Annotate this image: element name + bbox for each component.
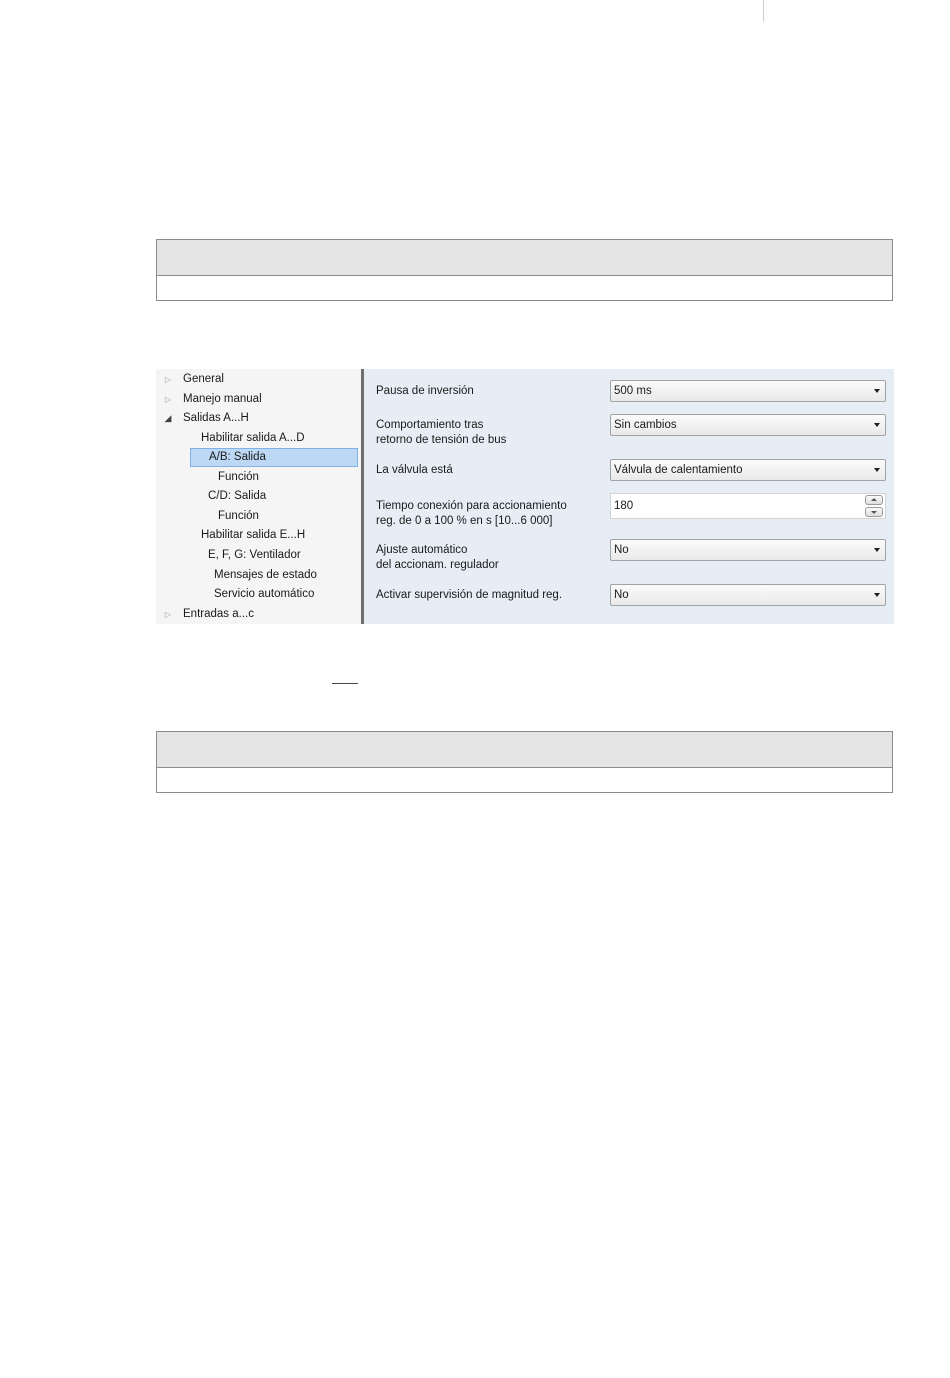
tree-item-label: Salidas A...H xyxy=(183,412,249,424)
parameter-tree xyxy=(156,369,361,624)
chevron-up-icon xyxy=(871,498,877,501)
tree-item-outputs[interactable] xyxy=(164,409,249,428)
auto-adjust-dropdown[interactable] xyxy=(610,539,886,561)
dropdown-value: Válvula de calentamiento xyxy=(614,464,743,476)
tree-item-label: Habilitar salida E...H xyxy=(201,529,306,541)
valve-type-label: La válvula está xyxy=(376,464,453,476)
on-time-input[interactable] xyxy=(611,494,854,518)
label-line: del accionam. regulador xyxy=(376,559,499,571)
page-edge-line xyxy=(763,0,764,22)
tree-item-ab-function[interactable] xyxy=(218,468,259,487)
bus-return-label xyxy=(376,418,506,448)
reversal-pause-dropdown[interactable] xyxy=(610,380,886,402)
parameter-panel xyxy=(364,369,894,624)
supervision-dropdown[interactable] xyxy=(610,584,886,606)
dropdown-arrow-icon xyxy=(874,548,880,552)
document-table-bottom xyxy=(156,731,893,793)
tree-item-fan[interactable] xyxy=(208,546,301,565)
chevron-down-icon xyxy=(871,511,877,514)
tree-item-label: Habilitar salida A...D xyxy=(201,432,305,444)
tree-item-status-messages[interactable] xyxy=(214,566,317,585)
label-line: reg. de 0 a 100 % en s [10...6 000] xyxy=(376,515,553,527)
tree-item-auto-service[interactable] xyxy=(214,585,314,604)
dropdown-value: No xyxy=(614,544,629,556)
on-time-spinbox[interactable] xyxy=(610,493,886,519)
table-header-row xyxy=(157,240,892,276)
tree-item-label: Función xyxy=(218,471,259,483)
table-body-row xyxy=(157,768,892,792)
expand-arrow-icon[interactable]: ▷ xyxy=(164,375,172,384)
tree-item-manual[interactable] xyxy=(164,390,262,409)
auto-adjust-label xyxy=(376,543,499,573)
label-line: retorno de tensión de bus xyxy=(376,434,507,446)
spin-down-button[interactable] xyxy=(865,507,883,517)
dropdown-value: Sin cambios xyxy=(614,419,677,431)
expand-arrow-icon[interactable]: ▷ xyxy=(164,395,172,404)
tree-item-label: General xyxy=(183,373,224,385)
tree-item-label: A/B: Salida xyxy=(209,451,266,463)
tree-item-cd-output[interactable] xyxy=(208,487,266,506)
footnote-rule xyxy=(332,683,358,684)
ets-parameter-window xyxy=(156,369,894,624)
dropdown-arrow-icon xyxy=(874,389,880,393)
tree-item-label: Entradas a...c xyxy=(183,608,254,620)
tree-item-label: Servicio automático xyxy=(214,588,315,600)
tree-item-enable-eh[interactable] xyxy=(201,526,305,545)
spin-up-button[interactable] xyxy=(865,495,883,505)
valve-type-dropdown[interactable] xyxy=(610,459,886,481)
expand-arrow-icon[interactable]: ▷ xyxy=(164,610,172,619)
dropdown-arrow-icon xyxy=(874,468,880,472)
dropdown-arrow-icon xyxy=(874,423,880,427)
label-line: Tiempo conexión para accionamiento xyxy=(376,500,567,512)
bus-return-dropdown[interactable] xyxy=(610,414,886,436)
tree-item-general[interactable] xyxy=(164,370,224,389)
dropdown-arrow-icon xyxy=(874,593,880,597)
tree-item-ab-output[interactable] xyxy=(190,448,358,467)
document-table-top xyxy=(156,239,893,301)
label-line: Comportamiento tras xyxy=(376,419,484,431)
table-header-row xyxy=(157,732,892,768)
tree-item-label: E, F, G: Ventilador xyxy=(208,549,301,561)
table-body-row xyxy=(157,276,892,300)
tree-item-label: C/D: Salida xyxy=(208,490,267,502)
collapse-arrow-icon[interactable]: ◢ xyxy=(164,413,172,423)
tree-item-enable-ad[interactable] xyxy=(201,429,305,448)
reversal-pause-label: Pausa de inversión xyxy=(376,385,474,397)
dropdown-value: 500 ms xyxy=(614,385,652,397)
dropdown-value: No xyxy=(614,589,629,601)
tree-item-label: Función xyxy=(218,510,259,522)
on-time-label xyxy=(376,499,567,529)
tree-item-cd-function[interactable] xyxy=(218,507,259,526)
label-line: Ajuste automático xyxy=(376,544,468,556)
supervision-label: Activar supervisión de magnitud reg. xyxy=(376,589,563,601)
tree-item-label: Mensajes de estado xyxy=(214,569,317,581)
tree-item-inputs[interactable] xyxy=(164,605,254,624)
tree-item-label: Manejo manual xyxy=(183,393,262,405)
